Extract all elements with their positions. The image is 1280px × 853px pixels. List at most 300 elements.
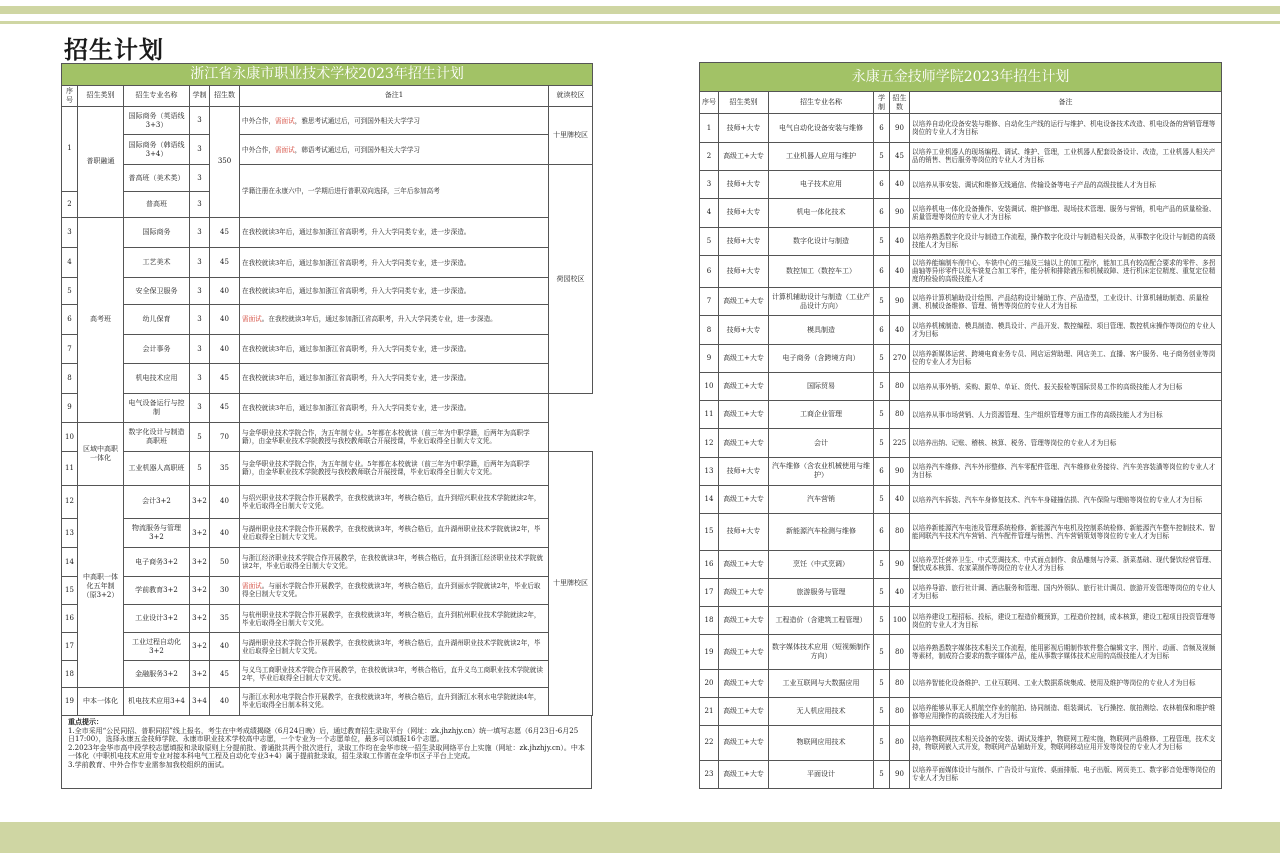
row-number: 18 [62,661,78,687]
enrollment-count: 80 [890,372,910,400]
duration-cell: 5 [874,288,890,316]
duration-cell: 5 [874,697,890,725]
table-row [700,669,1222,697]
category-cell: 技师+大专 [719,316,769,344]
duration-cell: 3 [190,364,210,393]
duration-cell: 5 [874,429,890,457]
duration-cell: 5 [190,452,210,485]
column-header: 招生数 [890,92,910,114]
row-number: 21 [700,697,719,725]
note-cell: 以培养平面媒体设计与制作、广告设计与宣传、桌面排版、电子出版、网页美工、数字影音处理等岗位的专业人才为目标 [910,760,1222,788]
note-cell [240,304,549,334]
table-row [700,344,1222,372]
note-cell: 以培养工业机器人的现场编程、调试、维护、管理，工业机器人配套设备设计、改造，工业机器人相关产品的销售、售后服务等岗位的专业人才为目标 [910,142,1222,170]
column-header: 备注1 [240,85,549,106]
enrollment-count: 90 [890,288,910,316]
table-row [700,255,1222,287]
note-cell: 在我校就读3年后，通过参加浙江省高职考，升入大学同类专业，进一步深造。 [240,217,549,247]
note-cell: 与杭州职业技术学院合作开展教学，在我校就读3年，考核合格后，直升到杭州职业技术学院就读2年，毕业后取得全日制大专文凭。 [240,604,549,632]
table-row [700,514,1222,550]
note-cell: 学籍注册在永康六中，一学期后进行普职双向选择，三年后参加高考 [240,165,549,217]
table-row [62,135,593,165]
page-heading: 招生计划 [64,35,164,64]
tips-title: 重点提示： [68,717,103,726]
enrollment-count: 225 [890,429,910,457]
major-name: 电气自动化设备安装与维修 [769,114,874,142]
table-row [700,635,1222,669]
top-decor-line [0,21,1280,24]
duration-cell: 5 [874,669,890,697]
note-cell: 以培养汽车拆装、汽车车身修复技术、汽车车身碰撞估损、汽车保险与理赔等岗位的专业人才为目标 [910,485,1222,513]
row-number: 2 [62,191,78,217]
table-row [700,199,1222,227]
major-name: 金融服务3+2 [124,661,190,687]
category-cell: 高级工+大专 [719,607,769,635]
duration-cell: 6 [874,316,890,344]
major-name: 工业过程自动化3+2 [124,633,190,661]
enrollment-count: 45 [210,661,240,687]
row-number: 11 [700,401,719,429]
row-number: 5 [62,278,78,304]
enrollment-count: 350 [210,106,240,217]
enrollment-count: 80 [890,697,910,725]
note-cell: 以培养计算机辅助设计绘图、产品结构设计辅助工作、产品造型，工业设计、计算机辅助制造、质量检测、机械设备维修、管理、销售等岗位的专业人才为目标 [910,288,1222,316]
category-cell: 高级工+大专 [719,726,769,760]
note-cell: 以培养汽车维修、汽车外形整修、汽车零配件管理、汽车维修业务接待、汽车美容装潢等岗位的专业人才为目标 [910,457,1222,485]
duration-cell: 3 [190,191,210,217]
major-name: 工业互联网与大数据应用 [769,669,874,697]
note-cell: 以培养物联网技术相关设备的安装、调试及维护，物联网工程实施，物联网产品维修、工程管理，技术支持，物联网嵌入式开发，物联网产品辅助开发，物联网移动应用开发等岗位的专业人才为目标 [910,726,1222,760]
major-name: 国际商务（韩语线3+4） [124,135,190,165]
table-row [62,604,593,632]
top-decor-band [0,6,1280,14]
category-cell: 普职融通 [78,106,124,217]
enrollment-count: 40 [210,519,240,548]
major-name: 电子技术应用 [769,171,874,199]
table-row [62,485,593,518]
row-number: 1 [700,114,719,142]
enrollment-count: 35 [210,452,240,485]
note-text: 。与丽水学院合作开展教学，在我校就读3年，考核合格后，直升到丽水学院就读2年，毕业后取得全日制大专文凭。 [242,582,541,599]
row-number: 12 [700,429,719,457]
row-number: 3 [700,171,719,199]
column-header: 招生专业名称 [124,85,190,106]
note-cell: 以培养从事安装、调试和维修无线通信、传输设备等电子产品的高级技能人才为目标 [910,171,1222,199]
row-number: 20 [700,669,719,697]
duration-cell: 3 [190,334,210,363]
duration-cell: 3 [190,217,210,247]
table-row [700,401,1222,429]
row-number: 12 [62,485,78,518]
table-row [700,429,1222,457]
row-number: 1 [62,106,78,191]
enrollment-count: 90 [890,760,910,788]
row-number: 5 [700,227,719,255]
enrollment-count: 40 [890,578,910,606]
major-name: 机电技术应用3+4 [124,687,190,715]
column-header: 备注 [910,92,1222,114]
enrollment-count: 80 [890,635,910,669]
table-row [700,726,1222,760]
row-number: 14 [700,485,719,513]
major-name: 新能源汽车检测与维修 [769,514,874,550]
major-name: 汽车营销 [769,485,874,513]
enrollment-count: 270 [890,344,910,372]
note-cell: 以培养机械制造、模具制造、模具设计、产品开发、数控编程、项目管理、数控机床操作等岗位的专业人才为目标 [910,316,1222,344]
duration-cell: 6 [874,514,890,550]
note-cell: 在我校就读3年后，通过参加浙江省高职考，升入大学同类专业，进一步深造。 [240,334,549,363]
category-cell: 高级工+大专 [719,344,769,372]
row-number: 10 [62,422,78,451]
category-cell: 高级工+大专 [719,635,769,669]
table-row [700,227,1222,255]
category-cell: 技师+大专 [719,227,769,255]
table-row [700,63,1222,92]
table-row [62,334,593,363]
category-cell: 高级工+大专 [719,760,769,788]
category-cell: 技师+大专 [719,171,769,199]
left-enrollment-table [61,63,593,716]
right-table-title: 永康五金技师学院2023年招生计划 [700,63,1222,92]
note-cell [240,135,549,165]
duration-cell: 5 [874,635,890,669]
row-number: 23 [700,760,719,788]
row-number: 2 [700,142,719,170]
column-header: 序号 [700,92,719,114]
major-name: 数控加工（数控车工） [769,255,874,287]
row-number: 7 [62,334,78,363]
note-text: 中外合作， [242,145,275,154]
category-cell: 中高职一体化五年制（原3+2） [78,485,124,687]
category-cell: 高考班 [78,217,124,422]
row-number: 14 [62,548,78,576]
note-cell: 以培养烹饪营养卫生、中式烹调技术、中式面点制作、食品雕刻与冷菜、浙菜基础、现代餐饮经营管理、餐饮成本核算、农家菜制作等岗位的专业人才为目标 [910,550,1222,578]
category-cell: 中本一体化 [78,687,124,715]
duration-cell: 3+2 [190,548,210,576]
major-name: 普高班 [124,191,190,217]
enrollment-count: 40 [890,171,910,199]
note-text: 中外合作， [242,116,275,125]
row-number: 15 [62,576,78,604]
major-name: 计算机辅助设计与制造（工业产品设计方向） [769,288,874,316]
enrollment-count: 100 [890,607,910,635]
table-row [700,485,1222,513]
column-header: 学制 [874,92,890,114]
table-row [700,142,1222,170]
row-number: 11 [62,452,78,485]
duration-cell: 5 [874,726,890,760]
row-number: 4 [62,248,78,278]
category-cell: 技师+大专 [719,457,769,485]
note-cell: 与湖州职业技术学院合作开展教学，在我校就读3年，考核合格后，直升湖州职业技术学院就读2年，毕业后取得全日制大专文凭。 [240,519,549,548]
row-number: 3 [62,217,78,247]
table-row [62,687,593,715]
interview-required-text: 需面试 [242,315,262,324]
duration-cell: 5 [874,401,890,429]
note-cell: 以培养智能化设备维护、工业互联网、工业大数据系统集成、使用及维护等岗位的专业人才为目标 [910,669,1222,697]
enrollment-count: 40 [210,485,240,518]
row-number: 6 [700,255,719,287]
table-row [700,171,1222,199]
table-row [62,633,593,661]
enrollment-count: 45 [890,142,910,170]
duration-cell: 3+2 [190,633,210,661]
duration-cell: 3+2 [190,604,210,632]
table-row [62,304,593,334]
major-name: 国际商务（英语线3+3） [124,106,190,134]
row-number: 16 [700,550,719,578]
row-number: 4 [700,199,719,227]
table-row [62,64,593,86]
interview-required-text: 需面试 [274,116,295,125]
note-cell: 以培养熟悉数字媒体技术相关工作流程，能用影视后期制作软件整合编辑文字、图片、动画、音频及视频等素材，制成符合要求的数字媒体产品，能从事数字媒体技术应用的高级技能人才为目标 [910,635,1222,669]
note-cell: 与浙江水利水电学院合作开展教学，在我校就读3年，考核合格后，直升到浙江水利水电学院就读4年，毕业后取得全日制本科文凭。 [240,687,549,715]
major-name: 工业设计3+2 [124,604,190,632]
major-name: 工程造价（含建筑工程管理） [769,607,874,635]
major-name: 汽车维修（含农业机械使用与维护） [769,457,874,485]
major-name: 普高班（美术类） [124,165,190,191]
enrollment-count: 45 [210,248,240,278]
duration-cell: 5 [874,344,890,372]
note-cell: 以培养机电一体化设备操作、安装调试、维护修理、现场技术管理、服务与营销，机电产品的质量检验、质量管理等岗位的专业人才为目标 [910,199,1222,227]
category-cell: 高级工+大专 [719,429,769,457]
interview-required-text: 需面试 [274,145,295,154]
table-row [700,607,1222,635]
note-cell: 在我校就读3年后，通过参加浙江省高职考，升入大学同类专业，进一步深造。 [240,364,549,393]
category-cell: 高级工+大专 [719,372,769,400]
row-number: 9 [62,393,78,422]
table-row [700,114,1222,142]
major-name: 会计事务 [124,334,190,363]
duration-cell: 6 [874,114,890,142]
duration-cell: 6 [874,255,890,287]
enrollment-count: 45 [210,393,240,422]
enrollment-count: 40 [210,633,240,661]
major-name: 物流服务与管理3+2 [124,519,190,548]
enrollment-count: 70 [210,422,240,451]
note-cell: 在我校就读3年后，通过参加浙江省高职考，升入大学同类专业，进一步深造。 [240,248,549,278]
major-name: 国际贸易 [769,372,874,400]
major-name: 学前教育3+2 [124,576,190,604]
major-name: 安全保卫服务 [124,278,190,304]
enrollment-count: 40 [210,304,240,334]
note-cell: 以培养能够从事无人机航空作业的航拍、协同制造、组装调试、飞行操控、航拍测绘、农林植保和维护维修等应用操作的高级技能人才为目标 [910,697,1222,725]
table-row [62,248,593,278]
duration-cell: 6 [874,171,890,199]
note-cell: 以培养自动化设备安装与维修、自动化生产线的运行与维护、机电设备技术改造、机电设备的营销管理等岗位的专业人才为目标 [910,114,1222,142]
tips-item: 3.学前教育、中外合作专业需参加我校组织的面试。 [68,760,229,769]
note-cell: 与金华职业技术学院合作，为五年制专业。5年都在本校就读（前三年为中职学籍，后两年为高职学籍），由金华职业技术学院教授与我校教师联合开展授课，毕业后取得全日制大专文凭。 [240,422,549,451]
campus-cell: 十里牌校区 [549,452,593,716]
major-name: 旅游服务与管理 [769,578,874,606]
enrollment-count: 40 [210,334,240,363]
note-text: ，雅思考试通过后，可到国外相关大学学习 [294,116,421,125]
duration-cell: 5 [874,578,890,606]
enrollment-count: 30 [210,576,240,604]
enrollment-count: 40 [890,255,910,287]
duration-cell: 3+2 [190,519,210,548]
column-header: 序号 [62,85,78,106]
note-text: 。在我校就读3年后，通过参加浙江省高职考，升入大学同类专业，进一步深造。 [261,315,497,324]
row-number: 22 [700,726,719,760]
table-row [700,372,1222,400]
category-cell: 高级工+大专 [719,288,769,316]
major-name: 数字化设计与制造 [769,227,874,255]
major-name: 模具制造 [769,316,874,344]
campus-cell: 荷园校区 [549,165,593,393]
note-cell: 与义乌工商职业技术学院合作开展教学，在我校就读3年，考核合格后，直升义乌工商职业技术学院就读2年，毕业后取得全日制大专文凭。 [240,661,549,687]
note-cell [240,106,549,134]
category-cell: 高级工+大专 [719,697,769,725]
major-name: 电气设备运行与控制 [124,393,190,422]
row-number: 9 [700,344,719,372]
major-name: 电子商务3+2 [124,548,190,576]
note-cell: 以培养能编制车削中心、车铣中心的三轴及三轴以上的加工程序，能加工具有较高配合要求的零件、多拐曲轴等异形零件以及车铣复合加工零件，能分析和排除液压和机械故障、进行机床定位精度、重复定位精度的检验的高级技能人才 [910,255,1222,287]
row-number: 15 [700,514,719,550]
table-row [62,217,593,247]
table-row [62,661,593,687]
note-cell: 以培养导游、旅行社计调、酒店服务和管理、国内外领队、旅行社计调员、旅游开发管理等岗位的专业人才为目标 [910,578,1222,606]
note-cell: 与绍兴职业技术学院合作开展教学，在我校就读3年，考核合格后，直升到绍兴职业技术学院就读2年，毕业后取得全日制大专文凭。 [240,485,549,518]
enrollment-count: 80 [890,514,910,550]
campus-cell: 十里牌校区 [549,106,593,165]
row-number: 13 [62,519,78,548]
major-name: 平面设计 [769,760,874,788]
column-header: 就读校区 [549,85,593,106]
duration-cell: 5 [874,550,890,578]
note-cell: 以培养从事市场营销、人力资源管理、生产组织管理等方面工作的高级技能人才为目标 [910,401,1222,429]
note-cell: 以培养新能源汽车电池及管理系统检修、新能源汽车电机及控制系统检修、新能源汽车整车控制技术、智能网联汽车技术汽车营销、汽车配件管理与销售、汽车营销策划等岗位的专业人才为目标 [910,514,1222,550]
table-row [62,576,593,604]
table-row [62,393,593,422]
row-number: 19 [700,635,719,669]
table-row [700,697,1222,725]
table-row [62,364,593,393]
major-name: 数字化设计与制造高职班 [124,422,190,451]
major-name: 会计3+2 [124,485,190,518]
category-cell: 高级工+大专 [719,669,769,697]
note-cell: 在我校就读3年后，通过参加浙江省高职考，升入大学同类专业，进一步深造。 [240,393,549,422]
enrollment-count: 40 [210,687,240,715]
duration-cell: 3 [190,135,210,165]
row-number: 19 [62,687,78,715]
major-name: 数字媒体技术应用（短视频制作方向） [769,635,874,669]
category-cell: 区域中高职一体化 [78,422,124,485]
note-cell: 与湖州职业技术学院合作开展教学，在我校就读3年，考核合格后，直升湖州职业技术学院就读2年，毕业后取得全日制大专文凭。 [240,633,549,661]
table-row [62,106,593,134]
note-cell: 与金华职业技术学院合作，为五年制专业。5年都在本校就读（前三年为中职学籍，后两年为高职学籍），由金华职业技术学院教授与我校教师联合开展授课，毕业后取得全日制大专文凭。 [240,452,549,485]
major-name: 工业机器人应用与维护 [769,142,874,170]
major-name: 工业机器人高职班 [124,452,190,485]
major-name: 工商企业管理 [769,401,874,429]
column-header: 招生数 [210,85,240,106]
enrollment-count: 90 [890,550,910,578]
note-cell: 在我校就读3年后，通过参加浙江省高职考，升入大学同类专业，进一步深造。 [240,278,549,304]
left-table-title: 浙江省永康市职业技术学校2023年招生计划 [62,64,593,86]
tips-item: 1.全市采用“公民同招、普职同招”线上报名，考生在中考成绩揭晓（6月24日晚）后，通过教育招生录取平台（网址：zk.jhzhjy.cn）统一填写志愿（6月23日-6月25日17:00），选择永康五金技师学院、永康市职业技术学校高中志愿，一个专业为一个志愿单位，最多可以填报16个志愿。 [68,726,579,744]
major-name: 物联网应用技术 [769,726,874,760]
enrollment-count: 90 [890,114,910,142]
row-number: 8 [62,364,78,393]
major-name: 机电技术应用 [124,364,190,393]
table-row [62,422,593,451]
table-row [700,92,1222,114]
duration-cell: 3+2 [190,485,210,518]
enrollment-count: 80 [890,669,910,697]
row-number: 6 [62,304,78,334]
major-name: 会计 [769,429,874,457]
duration-cell: 5 [190,422,210,451]
table-row [62,85,593,106]
enrollment-count: 45 [210,364,240,393]
category-cell: 技师+大专 [719,514,769,550]
duration-cell: 5 [874,760,890,788]
duration-cell: 6 [874,457,890,485]
enrollment-count: 45 [210,217,240,247]
enrollment-count: 40 [890,227,910,255]
right-enrollment-table [699,62,1222,789]
column-header: 招生类别 [719,92,769,114]
table-row [62,548,593,576]
enrollment-count: 50 [210,548,240,576]
table-row [700,288,1222,316]
row-number: 13 [700,457,719,485]
table-row [62,452,593,485]
table-row [700,578,1222,606]
enrollment-count: 40 [890,316,910,344]
tips-item: 2.2023年金华市高中段学校志愿填报和录取原则上分提前批、普通批共两个批次进行，录取工作均在金华市统一招生录取网络平台上实施（网址：zk.jhzhjy.cn）。中本一体化（中职机电技术应用专业对接本科电气工程及自动化专业3+4）属于提前批录取，招生录取工作需在金华市区子平台上完成。 [68,743,585,761]
category-cell: 技师+大专 [719,199,769,227]
duration-cell: 6 [874,199,890,227]
table-row [700,316,1222,344]
duration-cell: 3+2 [190,661,210,687]
row-number: 17 [62,633,78,661]
row-number: 10 [700,372,719,400]
duration-cell: 3 [190,278,210,304]
note-cell: 以培养从事外销、采购、跟单、单证、货代、报关报检等国际贸易工作的高级技能人才为目标 [910,372,1222,400]
category-cell: 高级工+大专 [719,401,769,429]
row-number: 18 [700,607,719,635]
duration-cell: 3+2 [190,576,210,604]
duration-cell: 5 [874,485,890,513]
category-cell: 技师+大专 [719,114,769,142]
note-cell: 以培养新媒体运营、跨境电商业务专员、网店运营助理、网店美工、直播、客户服务、电子商务创业等岗位的专业人才为目标 [910,344,1222,372]
table-row [62,519,593,548]
major-name: 幼儿保育 [124,304,190,334]
duration-cell: 3 [190,106,210,134]
column-header: 招生专业名称 [769,92,874,114]
enrollment-count: 40 [210,278,240,304]
note-text: ，韩语考试通过后，可到国外相关大学学习 [294,145,421,154]
note-cell [240,576,549,604]
major-name: 无人机应用技术 [769,697,874,725]
duration-cell: 3 [190,393,210,422]
enrollment-count: 90 [890,199,910,227]
note-cell: 以培养出纳、记账、稽核、核算、税务、管理等岗位的专业人才为目标 [910,429,1222,457]
category-cell: 高级工+大专 [719,142,769,170]
table-row [700,550,1222,578]
row-number: 17 [700,578,719,606]
duration-cell: 3 [190,304,210,334]
duration-cell: 5 [874,372,890,400]
enrollment-count: 90 [890,457,910,485]
major-name: 电子商务（含跨境方向） [769,344,874,372]
interview-required-text: 需面试 [242,582,262,591]
major-name: 机电一体化技术 [769,199,874,227]
major-name: 国际商务 [124,217,190,247]
duration-cell: 3 [190,165,210,191]
duration-cell: 5 [874,227,890,255]
